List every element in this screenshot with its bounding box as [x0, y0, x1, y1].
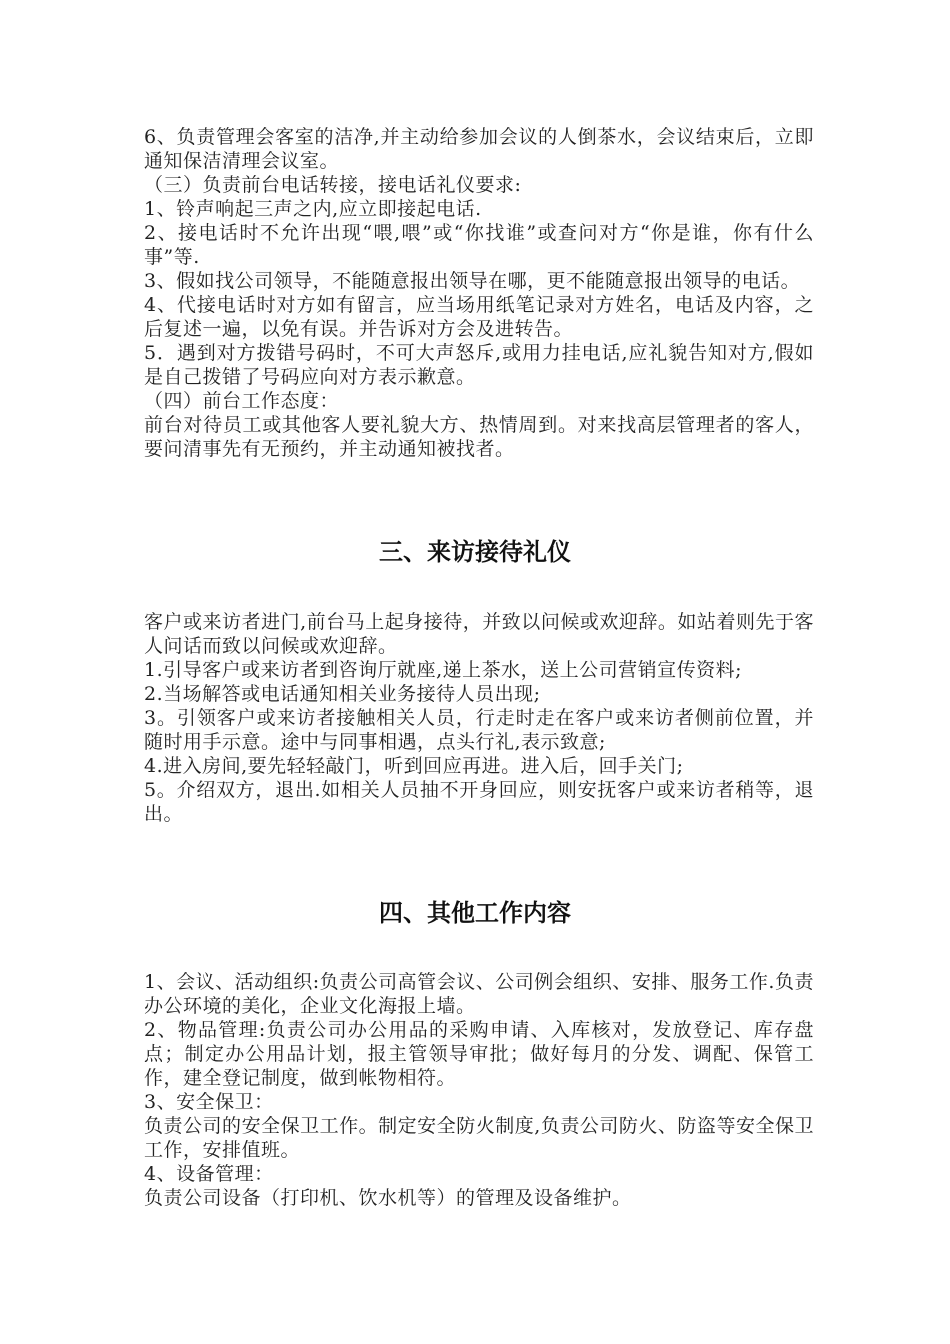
paragraph-phone-5: 5．遇到对方拨错号码时，不可大声怒斥,或用力挂电话,应礼貌告知对方,假如是自己拨错了号码应向对方表示歉意。	[144, 342, 814, 388]
paragraph-security: 负责公司的安全保卫工作。制定安全防火制度,负责公司防火、防盗等安全保卫工作，安排值班。	[144, 1115, 814, 1161]
paragraph-meeting-room: 6、负责管理会客室的洁净,并主动给参加会议的人倒茶水，会议结束后，立即通知保洁清理会议室。	[144, 126, 814, 172]
subheading-equipment: 4、设备管理：	[144, 1163, 274, 1185]
paragraph-attitude: 前台对待员工或其他客人要礼貌大方、热情周到。对来找高层管理者的客人，要问清事先有无预约，并主动通知被找者。	[144, 414, 814, 460]
subheading-attitude: （四）前台工作态度：	[144, 390, 340, 412]
paragraph-equipment: 负责公司设备（打印机、饮水机等）的管理及设备维护。	[144, 1187, 632, 1209]
paragraph-meetings: 1、会议、活动组织:负责公司高管会议、公司例会组织、安排、服务工作.负责办公环境的美化，企业文化海报上墙。	[144, 971, 814, 1017]
paragraph-phone-3: 3、假如找公司领导，不能随意报出领导在哪，更不能随意报出领导的电话。	[144, 270, 801, 292]
subheading-security: 3、安全保卫：	[144, 1091, 274, 1113]
section-four-body	[144, 970, 814, 1210]
paragraph-visitor-intro: 客户或来访者进门,前台马上起身接待，并致以问候或欢迎辞。如站着则先于客人问话而致以问候或欢迎辞。	[144, 611, 814, 657]
paragraph-visitor-2: 2.当场解答或电话通知相关业务接待人员出现;	[144, 683, 541, 705]
paragraph-visitor-4: 4.进入房间,要先轻轻敲门，听到回应再进。进入后，回手关门;	[144, 755, 684, 777]
section-four-title: 四、其他工作内容	[379, 899, 571, 927]
subheading-phone-etiquette: （三）负责前台电话转接，接电话礼仪要求:	[144, 174, 522, 196]
paragraph-supplies: 2、物品管理:负责公司办公用品的采购申请、入库核对，发放登记、库存盘点；制定办公用品计划，报主管领导审批；做好每月的分发、调配、保管工作，建全登记制度，做到帐物相符。	[144, 1019, 814, 1089]
section-three-body	[144, 610, 814, 826]
section-two-tail	[144, 125, 814, 461]
paragraph-phone-4: 4、代接电话时对方如有留言，应当场用纸笔记录对方姓名，电话及内容，之后复述一遍，以免有误。并告诉对方会及进转告。	[144, 294, 814, 340]
paragraph-visitor-3: 3。引领客户或来访者接触相关人员，行走时走在客户或来访者侧前位置，并随时用手示意。途中与同事相遇，点头行礼,表示致意;	[144, 707, 814, 753]
section-three-title: 三、来访接待礼仪	[379, 538, 571, 566]
paragraph-phone-2: 2、接电话时不允许出现“喂,喂”或“你找谁”或查问对方“你是谁，你有什么事”等.	[144, 222, 814, 268]
paragraph-phone-1: 1、铃声响起三声之内,应立即接起电话.	[144, 198, 482, 220]
paragraph-visitor-1: 1.引导客户或来访者到咨询厅就座,递上茶水，送上公司营销宣传资料;	[144, 659, 743, 681]
paragraph-visitor-5: 5。介绍双方，退出.如相关人员抽不开身回应，则安抚客户或来访者稍等，退出。	[144, 779, 814, 825]
